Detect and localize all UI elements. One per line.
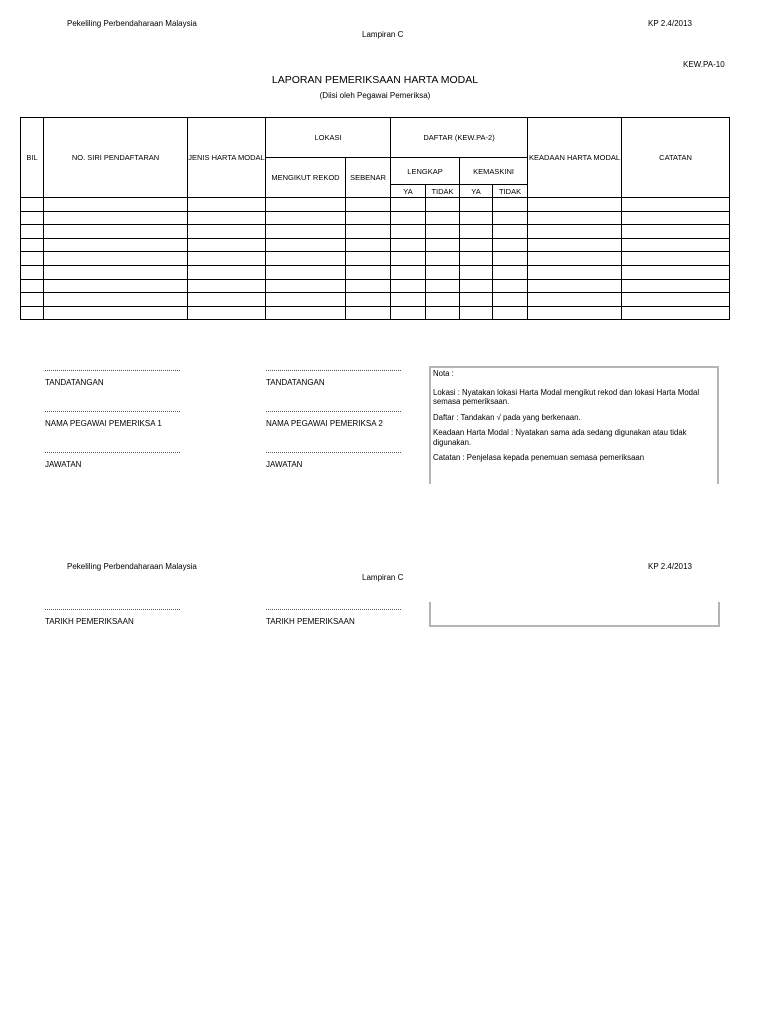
- table-cell[interactable]: [266, 279, 346, 293]
- table-cell[interactable]: [493, 198, 528, 212]
- signature-label-1: TANDATANGAN: [45, 378, 104, 387]
- table-cell[interactable]: [460, 198, 493, 212]
- signature-line: [266, 370, 401, 371]
- name-line: [45, 411, 180, 412]
- table-cell[interactable]: [622, 252, 730, 266]
- table-cell[interactable]: [188, 293, 266, 307]
- table-cell[interactable]: [622, 306, 730, 320]
- table-cell[interactable]: [44, 306, 188, 320]
- table-cell[interactable]: [622, 293, 730, 307]
- reference-number: KP 2.4/2013: [648, 19, 692, 28]
- table-cell[interactable]: [188, 279, 266, 293]
- table-cell[interactable]: [44, 225, 188, 239]
- table-cell[interactable]: [622, 211, 730, 225]
- table-cell[interactable]: [493, 265, 528, 279]
- footer-circular-name: Pekeliling Perbendaharaan Malaysia: [67, 562, 197, 571]
- notes-heading: Nota :: [433, 369, 454, 378]
- table-cell[interactable]: [21, 279, 44, 293]
- table-cell[interactable]: [493, 279, 528, 293]
- table-cell[interactable]: [528, 265, 622, 279]
- table-cell[interactable]: [346, 265, 391, 279]
- header-location: LOKASI: [266, 118, 391, 158]
- table-cell[interactable]: [493, 306, 528, 320]
- table-cell[interactable]: [391, 211, 426, 225]
- table-cell[interactable]: [493, 252, 528, 266]
- table-cell[interactable]: [391, 306, 426, 320]
- table-cell[interactable]: [528, 211, 622, 225]
- table-cell[interactable]: [44, 265, 188, 279]
- table-cell[interactable]: [426, 293, 460, 307]
- table-cell[interactable]: [21, 265, 44, 279]
- inspection-date-label-1: TARIKH PEMERIKSAAN: [45, 617, 134, 626]
- table-cell[interactable]: [266, 306, 346, 320]
- table-cell[interactable]: [346, 211, 391, 225]
- table-cell[interactable]: [188, 306, 266, 320]
- table-cell[interactable]: [391, 265, 426, 279]
- table-cell[interactable]: [391, 198, 426, 212]
- table-cell[interactable]: [426, 238, 460, 252]
- table-row: [21, 252, 730, 266]
- table-cell[interactable]: [426, 198, 460, 212]
- footer-attachment-label: Lampiran C: [362, 573, 404, 582]
- table-cell[interactable]: [44, 238, 188, 252]
- table-cell[interactable]: [528, 225, 622, 239]
- table-cell[interactable]: [426, 225, 460, 239]
- table-cell[interactable]: [21, 306, 44, 320]
- note-register: Daftar : Tandakan √ pada yang berkenaan.: [433, 412, 581, 422]
- table-row: [21, 225, 730, 239]
- date-line: [45, 609, 180, 610]
- table-cell[interactable]: [493, 238, 528, 252]
- table-cell[interactable]: [346, 293, 391, 307]
- table-cell[interactable]: [346, 279, 391, 293]
- table-cell[interactable]: [528, 252, 622, 266]
- table-cell[interactable]: [528, 279, 622, 293]
- table-cell[interactable]: [460, 252, 493, 266]
- table-cell[interactable]: [21, 225, 44, 239]
- table-cell[interactable]: [21, 238, 44, 252]
- table-cell[interactable]: [528, 293, 622, 307]
- header-location-actual: SEBENAR: [346, 158, 391, 198]
- table-cell[interactable]: [266, 225, 346, 239]
- table-cell[interactable]: [188, 252, 266, 266]
- table-cell[interactable]: [266, 238, 346, 252]
- header-asset-condition: KEADAAN HARTA MODAL: [528, 118, 622, 198]
- circular-name: Pekeliling Perbendaharaan Malaysia: [67, 19, 197, 28]
- table-cell[interactable]: [346, 306, 391, 320]
- table-cell[interactable]: [460, 225, 493, 239]
- header-complete: LENGKAP: [391, 158, 460, 185]
- table-cell[interactable]: [391, 252, 426, 266]
- table-cell[interactable]: [493, 293, 528, 307]
- table-row: [21, 306, 730, 320]
- table-cell[interactable]: [21, 198, 44, 212]
- table-cell[interactable]: [188, 225, 266, 239]
- table-cell[interactable]: [460, 293, 493, 307]
- note-condition: Keadaan Harta Modal : Nyatakan sama ada sedang digunakan atau tidak digunakan.: [433, 428, 687, 447]
- table-cell[interactable]: [622, 238, 730, 252]
- table-cell[interactable]: [44, 279, 188, 293]
- table-cell[interactable]: [493, 225, 528, 239]
- name-line: [266, 411, 401, 412]
- table-cell[interactable]: [44, 293, 188, 307]
- inspection-date-label-2: TARIKH PEMERIKSAAN: [266, 617, 355, 626]
- table-row: [21, 211, 730, 225]
- header-complete-no: TIDAK: [426, 185, 460, 198]
- header-remarks: CATATAN: [622, 118, 730, 198]
- table-cell[interactable]: [460, 306, 493, 320]
- table-cell[interactable]: [460, 211, 493, 225]
- table-cell[interactable]: [346, 225, 391, 239]
- table-row: [21, 293, 730, 307]
- table-cell[interactable]: [426, 306, 460, 320]
- table-cell[interactable]: [493, 211, 528, 225]
- header-serial-number: NO. SIRI PENDAFTARAN: [44, 118, 188, 198]
- table-cell[interactable]: [460, 265, 493, 279]
- table-cell[interactable]: [426, 265, 460, 279]
- table-cell[interactable]: [460, 238, 493, 252]
- table-cell[interactable]: [266, 252, 346, 266]
- table-cell[interactable]: [528, 198, 622, 212]
- header-location-record: MENGIKUT REKOD: [266, 158, 346, 198]
- date-line: [266, 609, 401, 610]
- header-updated-yes: YA: [460, 185, 493, 198]
- table-cell[interactable]: [188, 238, 266, 252]
- table-cell[interactable]: [266, 198, 346, 212]
- table-body: [21, 198, 730, 320]
- position-line: [45, 452, 180, 453]
- form-code: KEW.PA-10: [683, 60, 725, 69]
- table-cell[interactable]: [528, 306, 622, 320]
- document-subtitle: (Diisi oleh Pegawai Pemeriksa): [319, 91, 431, 100]
- position-label-1: JAWATAN: [45, 460, 82, 469]
- table-cell[interactable]: [21, 211, 44, 225]
- table-cell[interactable]: [346, 252, 391, 266]
- table-row: [21, 279, 730, 293]
- officer-name-label-1: NAMA PEGAWAI PEMERIKSA 1: [45, 419, 162, 428]
- table-row: [21, 238, 730, 252]
- table-cell[interactable]: [426, 211, 460, 225]
- inspection-table: [20, 117, 730, 320]
- signature-label-2: TANDATANGAN: [266, 378, 325, 387]
- table-cell[interactable]: [622, 198, 730, 212]
- footer-reference-number: KP 2.4/2013: [648, 562, 692, 571]
- attachment-label: Lampiran C: [362, 30, 404, 39]
- table-cell[interactable]: [21, 293, 44, 307]
- table-cell[interactable]: [188, 198, 266, 212]
- table-cell[interactable]: [391, 238, 426, 252]
- table-cell[interactable]: [44, 252, 188, 266]
- table-cell[interactable]: [622, 265, 730, 279]
- officer-name-label-2: NAMA PEGAWAI PEMERIKSA 2: [266, 419, 383, 428]
- header-register: DAFTAR (KEW.PA-2): [391, 118, 528, 158]
- table-cell[interactable]: [426, 252, 460, 266]
- table-row: [21, 265, 730, 279]
- header-updated: KEMASKINI: [460, 158, 528, 185]
- notes-box-continuation: [429, 602, 720, 627]
- table-cell[interactable]: [346, 198, 391, 212]
- document-title: LAPORAN PEMERIKSAAN HARTA MODAL: [271, 74, 479, 86]
- table-cell[interactable]: [266, 265, 346, 279]
- header-asset-type: JENIS HARTA MODAL: [188, 118, 266, 198]
- table-cell[interactable]: [391, 279, 426, 293]
- note-remarks: Catatan : Penjelasa kepada penemuan semasa pemeriksaan: [433, 453, 645, 462]
- table-cell[interactable]: [266, 293, 346, 307]
- table-cell[interactable]: [21, 252, 44, 266]
- notes-box: [429, 366, 719, 484]
- table-cell[interactable]: [622, 279, 730, 293]
- position-label-2: JAWATAN: [266, 460, 303, 469]
- table-cell[interactable]: [622, 225, 730, 239]
- table-cell[interactable]: [391, 225, 426, 239]
- table-row: [21, 198, 730, 212]
- signature-line: [45, 370, 180, 371]
- header-complete-yes: YA: [391, 185, 426, 198]
- note-location: Lokasi : Nyatakan lokasi Harta Modal mengikut rekod dan lokasi Harta Modal semasa pemeriksaan.: [433, 387, 700, 406]
- header-updated-no: TIDAK: [493, 185, 528, 198]
- table-cell[interactable]: [426, 279, 460, 293]
- table-cell[interactable]: [188, 265, 266, 279]
- table-cell[interactable]: [44, 211, 188, 225]
- position-line: [266, 452, 401, 453]
- header-bil: BIL: [21, 118, 44, 198]
- table-cell[interactable]: [346, 238, 391, 252]
- table-cell[interactable]: [528, 238, 622, 252]
- table-cell[interactable]: [391, 293, 426, 307]
- table-cell[interactable]: [44, 198, 188, 212]
- table-cell[interactable]: [188, 211, 266, 225]
- table-cell[interactable]: [460, 279, 493, 293]
- table-cell[interactable]: [266, 211, 346, 225]
